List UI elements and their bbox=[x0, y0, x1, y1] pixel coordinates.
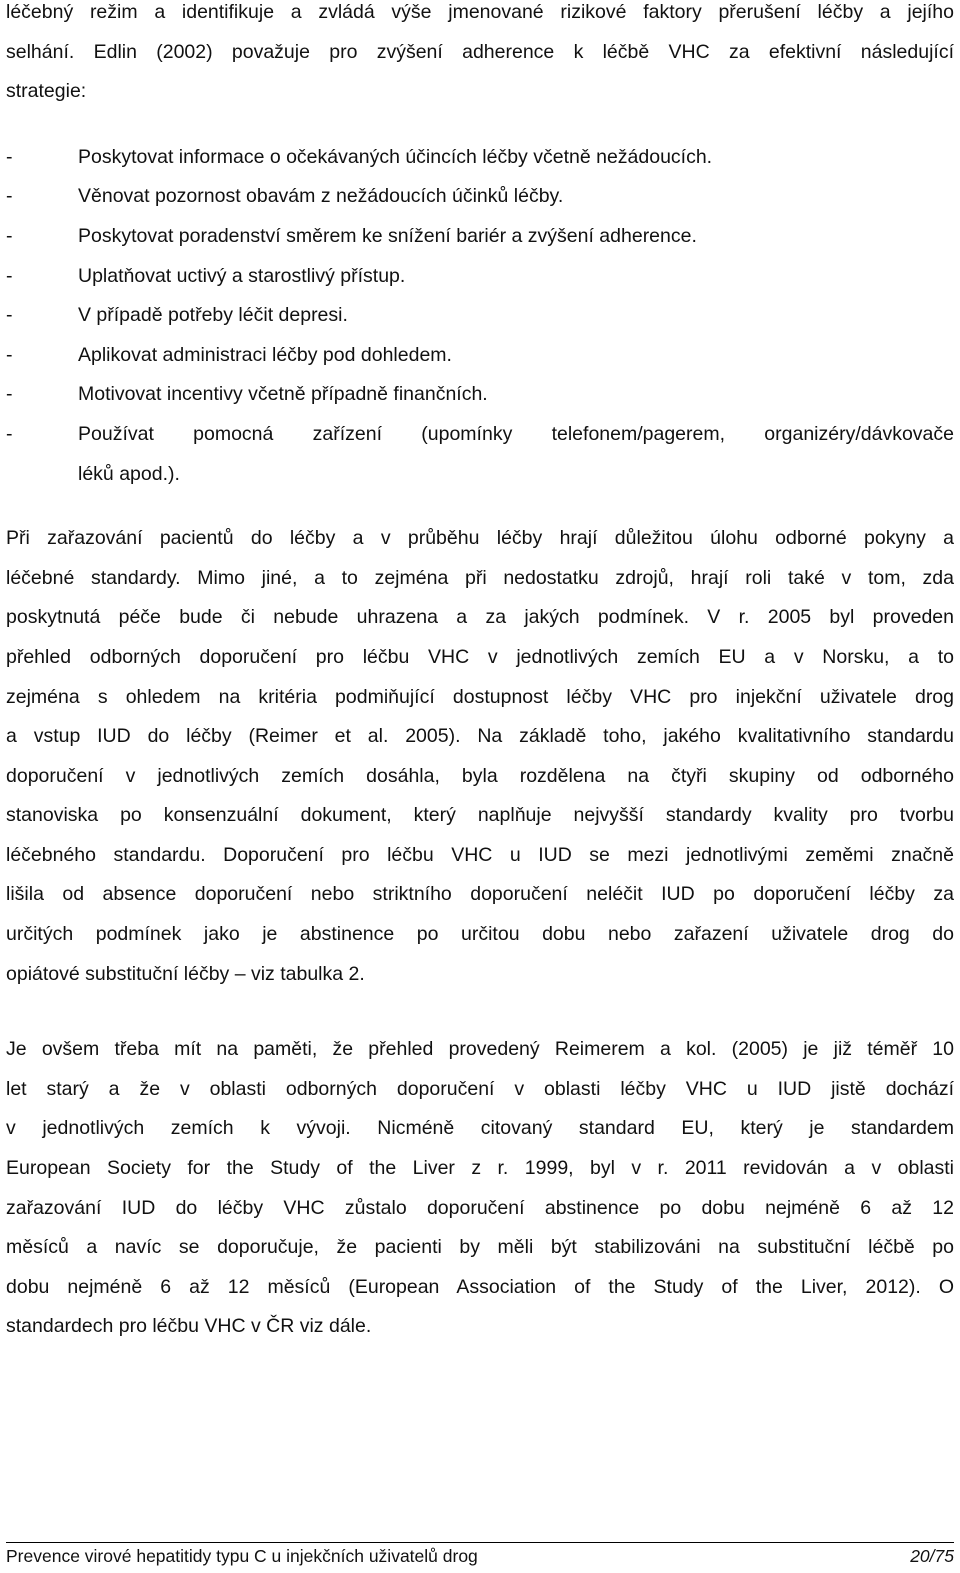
list-item bbox=[6, 217, 954, 257]
text-line: European Society for the Study of the Liver z r. 1999, byl v r. 2011 revidován a v oblasti bbox=[6, 1157, 954, 1180]
list-dash: - bbox=[6, 224, 13, 247]
text-line: dobu nejméně 6 až 12 měsíců (European Association of the Study of the Liver, 2012). O bbox=[6, 1275, 954, 1298]
paragraph-reimer-review bbox=[6, 1030, 954, 1347]
text-line: standardech pro léčbu VHC v ČR viz dále. bbox=[6, 1315, 372, 1338]
intro-paragraph bbox=[6, 0, 954, 112]
text-line: zařazování IUD do léčby VHC zůstalo doporučení abstinence po dobu nejméně 6 až 12 bbox=[6, 1196, 954, 1219]
list-item-line: Používat pomocná zařízení (upomínky telefonem/pagerem, organizéry/dávkovače bbox=[78, 422, 954, 445]
text-line: v jednotlivých zemích k vývoji. Nicméně citovaný standard EU, který je standardem bbox=[6, 1117, 954, 1140]
list-item-text: Aplikovat administraci léčby pod dohledem. bbox=[78, 343, 452, 366]
text-line: určitých podmínek jako je abstinence po určitou dobu nebo zařazení uživatele drog do bbox=[6, 923, 954, 946]
page-footer bbox=[6, 1542, 954, 1568]
list-item bbox=[6, 138, 954, 178]
list-item bbox=[6, 336, 954, 376]
list-item-text bbox=[78, 415, 954, 494]
list-dash: - bbox=[6, 343, 13, 366]
text-line: let starý a že v oblasti odborných doporučení v oblasti léčby VHC u IUD jistě dochází bbox=[6, 1077, 954, 1100]
list-item bbox=[6, 296, 954, 336]
page-number: 20/75 bbox=[910, 1546, 954, 1566]
list-dash: - bbox=[6, 145, 13, 168]
list-item-text: Uplatňovat uctivý a starostlivý přístup. bbox=[78, 264, 406, 287]
text-line: léčebného standardu. Doporučení pro léčbu VHC u IUD se mezi jednotlivými zeměmi značně bbox=[6, 843, 954, 866]
list-item bbox=[6, 415, 954, 494]
list-item-text: Poskytovat informace o očekávaných účincích léčby včetně nežádoucích. bbox=[78, 145, 713, 168]
list-item bbox=[6, 257, 954, 297]
text-line: Při zařazování pacientů do léčby a v průběhu léčby hrají důležitou úlohu odborné pokyny a bbox=[6, 527, 954, 550]
footer-title: Prevence virové hepatitidy typu C u injekčních uživatelů drog bbox=[6, 1546, 478, 1566]
list-dash: - bbox=[6, 264, 13, 287]
list-item-text: Poskytovat poradenství směrem ke snížení bariér a zvýšení adherence. bbox=[78, 224, 697, 247]
text-line: poskytnutá péče bude či nebude uhrazena a za jakých podmínek. V r. 2005 byl proveden bbox=[6, 606, 954, 629]
text-line: opiátové substituční léčby – viz tabulka 2. bbox=[6, 962, 365, 985]
text-line: lišila od absence doporučení nebo striktního doporučení neléčit IUD po doporučení léčby za bbox=[6, 883, 954, 906]
list-item-line: léků apod.). bbox=[78, 462, 180, 485]
text-line: a vstup IUD do léčby (Reimer et al. 2005). Na základě toho, jakého kvalitativního standardu bbox=[6, 725, 954, 748]
text-line: strategie: bbox=[6, 80, 87, 103]
document-page bbox=[6, 0, 954, 1347]
list-item bbox=[6, 375, 954, 415]
text-line: doporučení v jednotlivých zemích dosáhla, byla rozdělena na čtyři skupiny od odborného bbox=[6, 764, 954, 787]
text-line: léčebný režim a identifikuje a zvládá výše jmenované rizikové faktory přerušení léčby a jejího bbox=[6, 1, 954, 23]
list-item-text: Motivovat incentivy včetně případně finančních. bbox=[78, 383, 488, 406]
list-item bbox=[6, 177, 954, 217]
text-line: selhání. Edlin (2002) považuje pro zvýšení adherence k léčbě VHC za efektivní následující bbox=[6, 40, 954, 63]
list-item-text: Věnovat pozornost obavám z nežádoucích účinků léčby. bbox=[78, 185, 564, 208]
text-line: přehled odborných doporučení pro léčbu VHC v jednotlivých zemích EU a v Norsku, a to bbox=[6, 645, 954, 668]
list-dash: - bbox=[6, 185, 13, 208]
text-line: Je ovšem třeba mít na paměti, že přehled provedený Reimerem a kol. (2005) je již téměř 10 bbox=[6, 1038, 954, 1061]
list-dash: - bbox=[6, 383, 13, 406]
text-line: měsíců a navíc se doporučuje, že pacienti by měli být stabilizováni na substituční léčbě po bbox=[6, 1236, 954, 1259]
text-line: zejména s ohledem na kritéria podmiňující dostupnost léčby VHC pro injekční uživatele drog bbox=[6, 685, 954, 708]
strategy-list bbox=[6, 138, 954, 494]
list-dash: - bbox=[6, 304, 13, 327]
text-line: léčebné standardy. Mimo jiné, a to zejména při nedostatku zdrojů, hrají roli také v tom, zda bbox=[6, 566, 954, 589]
paragraph-standards bbox=[6, 519, 954, 994]
list-item-text: V případě potřeby léčit depresi. bbox=[78, 304, 348, 327]
list-dash: - bbox=[6, 422, 13, 445]
text-line: stanoviska po konsenzuální dokument, který naplňuje nejvyšší standardy kvality pro tvorbu bbox=[6, 804, 954, 827]
